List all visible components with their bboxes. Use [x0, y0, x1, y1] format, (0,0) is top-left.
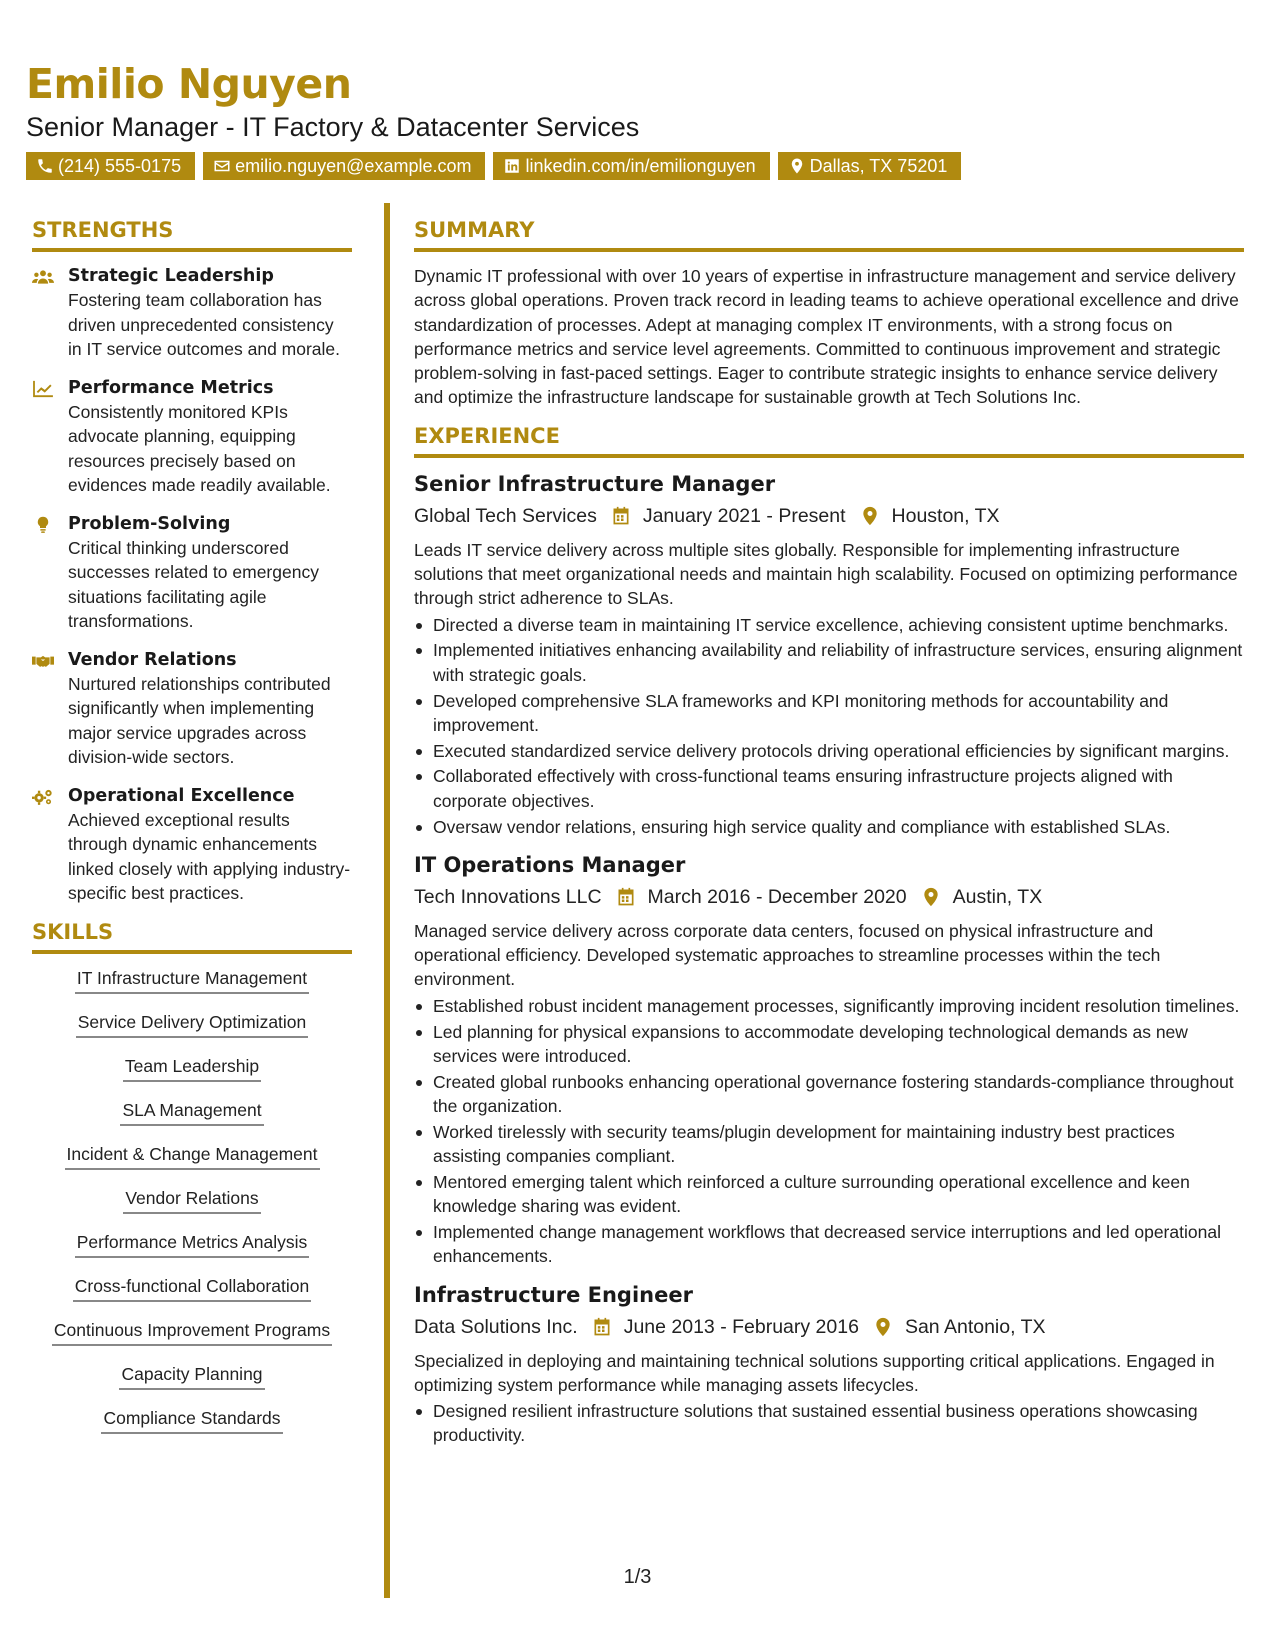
map-pin-icon: [860, 506, 880, 526]
job-bullet: Led planning for physical expansions to accommodate developing technological demands as new services were introduced.: [414, 1020, 1244, 1069]
job-bullets: [414, 1399, 1244, 1448]
skill-item: IT Infrastructure Management: [32, 966, 352, 994]
calendar-icon: [592, 1317, 612, 1337]
job-bullet: Mentored emerging talent which reinforced a culture surrounding operational excellence and keen knowledge sharing was evident.: [414, 1170, 1244, 1219]
job-meta: [414, 502, 1244, 530]
job-location: San Antonio, TX: [904, 1315, 1046, 1338]
contact-phone[interactable]: [26, 152, 195, 180]
job-dates: March 2016 - December 2020: [647, 885, 907, 908]
skill-item: SLA Management: [32, 1098, 352, 1126]
strength-title: Strategic Leadership: [68, 266, 274, 286]
contact-linkedin-text: linkedin.com/in/emilionguyen: [525, 156, 756, 176]
job-meta: [414, 1313, 1244, 1341]
skills-list: [32, 966, 352, 1434]
phone-icon: [36, 157, 54, 175]
job-company: Global Tech Services: [414, 504, 597, 527]
summary-heading: SUMMARY: [414, 218, 1244, 252]
job-dates: January 2021 - Present: [642, 504, 846, 527]
strength-item: [32, 264, 352, 362]
skill-item: Vendor Relations: [32, 1186, 352, 1214]
lightbulb-icon: [32, 516, 54, 534]
job-bullets: [414, 613, 1244, 839]
calendar-icon: [616, 887, 636, 907]
strength-description: Critical thinking underscored successes related to emergency situations facilitating agile transformations.: [68, 537, 319, 631]
contact-location-text: Dallas, TX 75201: [809, 156, 948, 176]
job-entry: [414, 851, 1244, 1269]
experience-heading: EXPERIENCE: [414, 424, 1244, 458]
strength-title: Performance Metrics: [68, 377, 274, 398]
map-pin-icon: [873, 1317, 893, 1337]
skill-item: Incident & Change Management: [32, 1142, 352, 1170]
skills-heading: SKILLS: [32, 920, 352, 954]
strength-title: Vendor Relations: [68, 649, 237, 670]
skill-item: Team Leadership: [32, 1054, 352, 1082]
left-column: [32, 218, 352, 1450]
job-title: Infrastructure Engineer: [414, 1282, 693, 1307]
job-dates: June 2013 - February 2016: [623, 1315, 859, 1338]
job-description: Specialized in deploying and maintaining technical solutions supporting critical applications. Engaged in optimizing system performance while managing assets lifecycles.: [414, 1350, 1215, 1395]
candidate-headline: Senior Manager - IT Factory & Datacenter Services: [26, 112, 640, 142]
envelope-icon: [213, 157, 231, 175]
skill-item: Continuous Improvement Programs: [32, 1318, 352, 1346]
job-bullet: Designed resilient infrastructure solutions that sustained essential business operations showcasing productivity.: [414, 1399, 1244, 1448]
column-divider: [384, 203, 390, 1598]
contact-bar: [26, 152, 961, 180]
map-pin-icon: [788, 157, 806, 175]
job-bullet: Oversaw vendor relations, ensuring high service quality and compliance with established SLAs.: [414, 815, 1244, 839]
job-bullet: Implemented change management workflows that decreased service interruptions and led operational enhancements.: [414, 1220, 1244, 1269]
page-number: 1/3: [623, 1566, 652, 1588]
gears-icon: [32, 788, 54, 806]
skill-item: Compliance Standards: [32, 1406, 352, 1434]
job-title: IT Operations Manager: [414, 852, 686, 877]
skill-item: Performance Metrics Analysis: [32, 1230, 352, 1258]
calendar-icon: [611, 506, 631, 526]
strength-description: Consistently monitored KPIs advocate planning, equipping resources precisely based on evidences made readily available.: [68, 401, 331, 495]
linkedin-icon: [503, 157, 521, 175]
job-meta: [414, 883, 1244, 911]
chart-line-icon: [32, 380, 54, 398]
contact-email-text: emilio.nguyen@example.com: [235, 156, 472, 176]
job-bullet: Worked tirelessly with security teams/plugin development for maintaining industry best practices assisting companies compliant.: [414, 1120, 1244, 1169]
strength-item: [32, 784, 352, 906]
map-pin-icon: [921, 887, 941, 907]
users-icon: [32, 268, 54, 286]
skill-item: Service Delivery Optimization: [32, 1010, 352, 1038]
job-bullets: [414, 994, 1244, 1269]
handshake-icon: [32, 652, 54, 670]
job-entry: [414, 1281, 1244, 1448]
job-bullet: Executed standardized service delivery protocols driving operational efficiencies by significant margins.: [414, 739, 1244, 763]
strength-item: [32, 376, 352, 498]
candidate-name: Emilio Nguyen: [26, 60, 352, 108]
job-location: Houston, TX: [891, 504, 1000, 527]
contact-linkedin[interactable]: [493, 152, 769, 180]
contact-phone-text: (214) 555-0175: [58, 156, 182, 176]
job-company: Tech Innovations LLC: [414, 885, 602, 908]
job-company: Data Solutions Inc.: [414, 1315, 578, 1338]
skill-item: Capacity Planning: [32, 1362, 352, 1390]
job-description: Leads IT service delivery across multiple sites globally. Responsible for implementing infrastructure solutions that meet organizational needs and maintain high scalability. Focused on optimizing performance through strict adherence to SLAs.: [414, 539, 1238, 609]
strength-item: [32, 512, 352, 634]
summary-text: Dynamic IT professional with over 10 years of expertise in infrastructure management and service delivery across global operations. Proven track record in leading teams to achieve operational excellence and drive standardization of processes. Adept at managing complex IT environments, with a strong focus on performance metrics and service level agreements. Committed to continuous improvement and strategic problem-solving in fast-paced settings. Eager to contribute strategic insights to enhance service delivery and optimize the infrastructure landscape for sustainable growth at Tech Solutions Inc.: [414, 266, 1239, 408]
job-bullet: Directed a diverse team in maintaining IT service excellence, achieving consistent uptime benchmarks.: [414, 613, 1244, 637]
strength-description: Nurtured relationships contributed significantly when implementing major service upgrades across division-wide sectors.: [68, 673, 331, 767]
strength-title: Operational Excellence: [68, 785, 295, 806]
job-bullet: Collaborated effectively with cross-functional teams ensuring infrastructure projects aligned with corporate objectives.: [414, 764, 1244, 813]
strength-item: [32, 648, 352, 770]
job-location: Austin, TX: [952, 885, 1043, 908]
strength-description: Fostering team collaboration has driven unprecedented consistency in IT service outcomes and morale.: [68, 290, 341, 359]
contact-location: [778, 152, 962, 180]
strengths-heading: STRENGTHS: [32, 218, 352, 252]
strength-description: Achieved exceptional results through dynamic enhancements linked closely with applying industry-specific best practices.: [68, 809, 351, 903]
job-bullet: Established robust incident management processes, significantly improving incident resolution timelines.: [414, 994, 1244, 1018]
skill-item: Cross-functional Collaboration: [32, 1274, 352, 1302]
strength-title: Problem-Solving: [68, 513, 231, 534]
job-title: Senior Infrastructure Manager: [414, 471, 776, 496]
job-description: Managed service delivery across corporate data centers, focused on physical infrastructure and operational efficiency. Developed systematic approaches to streamline processes within the tech environment.: [414, 920, 1161, 990]
job-bullet: Implemented initiatives enhancing availability and reliability of infrastructure services, ensuring alignment with strategic goals.: [414, 638, 1244, 687]
job-bullet: Developed comprehensive SLA frameworks and KPI monitoring methods for accountability and improvement.: [414, 689, 1244, 738]
job-entry: [414, 470, 1244, 839]
job-bullet: Created global runbooks enhancing operational governance fostering standards-compliance throughout the organization.: [414, 1070, 1244, 1119]
right-column: [414, 218, 1244, 1460]
contact-email[interactable]: [203, 152, 485, 180]
